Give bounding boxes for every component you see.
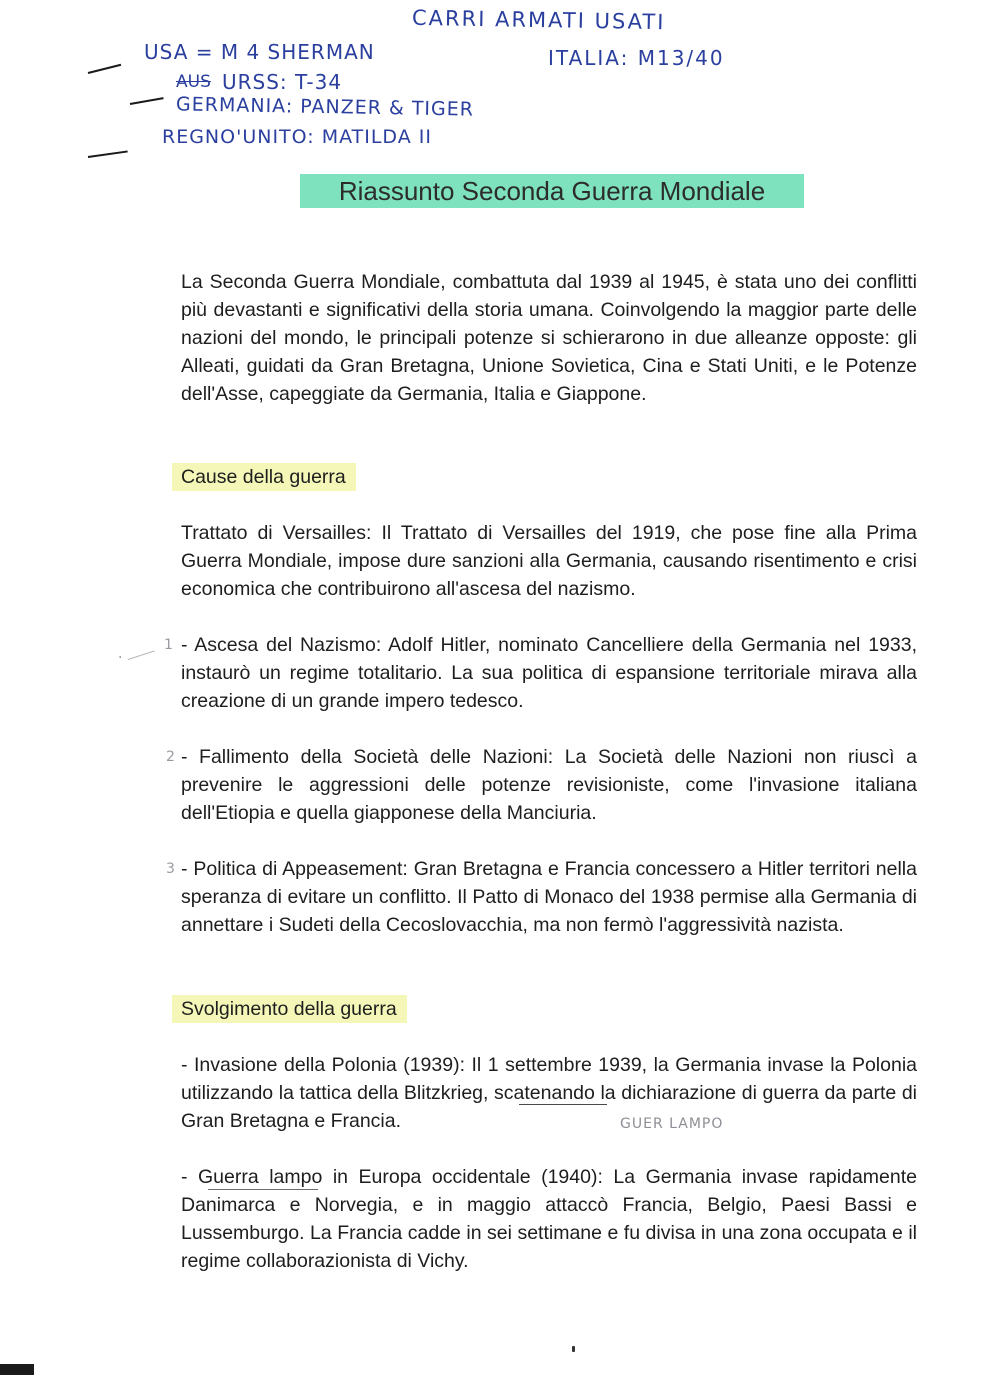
- intro-paragraph: La Seconda Guerra Mondiale, combattuta dal 1939 al 1945, è stata uno dei conflitti più devastanti e significativi della storia umana. Coinvolgendo la maggior parte delle nazioni del mondo, le principali potenze si schierarono in due alleanze opposte: gli Alleati, guidati da Gran Bretagna, Unione Sovietica, Cina e Stati Uniti, e le Potenze dell'Asse, capeggiate da Germania, Italia e Giappone.: [181, 271, 917, 405]
- section-heading-causes: Cause della guerra: [172, 463, 356, 491]
- course-paragraph-blitz-west: - Guerra lampo in Europa occidentale (1940): La Germania invase rapidamente Danimarca e Norvegia, e in maggio attaccò Francia, Belgio, Paesi Bassi e Lussemburgo. La Francia cadde in sei settimane e fu divisa in una zona occupata e il regime collaborazionista di Vichy.: [181, 1166, 917, 1272]
- handwritten-guer-lampo-note: GUER LAMPO: [620, 1116, 724, 1132]
- margin-dash-2: [130, 97, 164, 105]
- handwritten-italia-tank: ITALIA: M13/40: [548, 46, 725, 70]
- handwritten-usa-tank: USA = M 4 SHERMAN: [144, 40, 375, 64]
- margin-dash-3: [88, 150, 128, 158]
- cause-paragraph-nazism: - Ascesa del Nazismo: Adolf Hitler, nominato Cancelliere della Germania nel 1933, instaurò un regime totalitario. La sua politica di espansione territoriale mirava alla creazione di un grande impero tedesco.: [181, 634, 917, 712]
- blitzkrieg-underline: [519, 1104, 607, 1105]
- cause-paragraph-versailles: Trattato di Versailles: Il Trattato di Versailles del 1919, che pose fine alla Prima Guerra Mondiale, impose dure sanzioni alla Germania, causando risentimento e crisi economica che contribuirono all'ascesa del nazismo.: [181, 522, 917, 600]
- scan-corner-shadow: [0, 1364, 34, 1375]
- handwritten-strikethrough-word: AUS: [176, 72, 211, 92]
- cause-paragraph-appeasement: - Politica di Appeasement: Gran Bretagna e Francia concessero a Hitler territori nella speranza di evitare un conflitto. Il Patto di Monaco del 1938 permise alla Germania di annettare i Sudeti della Cecoslovacchia, ma non fermò l'aggressività nazista.: [181, 858, 917, 936]
- scan-speck: [572, 1346, 575, 1352]
- margin-number-1: 1: [164, 637, 173, 653]
- handwritten-regno-unito-tank: REGNO'UNITO: MATILDA II: [162, 126, 432, 148]
- course-paragraph-poland: - Invasione della Polonia (1939): Il 1 settembre 1939, la Germania invase la Polonia utilizzando la tattica della Blitzkrieg, scatenando la dichiarazione di guerra da parte di Gran Bretagna e Francia.: [181, 1054, 917, 1132]
- handwritten-germania-tank: GERMANIA: PANZER & TIGER: [175, 93, 475, 121]
- cause-paragraph-league-failure: - Fallimento della Società delle Nazioni: La Società delle Nazioni non riuscì a prevenire le aggressioni delle potenze revisioniste, come l'invasione italiana dell'Etiopia e quella giapponese della Manciuria.: [181, 746, 917, 824]
- margin-number-3: 3: [166, 861, 175, 877]
- handwritten-tanks-heading: CARRI ARMATI USATI: [411, 5, 666, 35]
- margin-number-2: 2: [166, 749, 175, 765]
- margin-dash-1: [88, 64, 121, 74]
- handwritten-urss-tank: URSS: T-34: [222, 70, 343, 94]
- page-title: Riassunto Seconda Guerra Mondiale: [300, 174, 804, 208]
- margin-pencil-stroke: [128, 650, 155, 660]
- guerra-lampo-underline: [208, 1189, 318, 1190]
- margin-check-mark: .: [118, 646, 123, 662]
- section-heading-course: Svolgimento della guerra: [172, 995, 407, 1023]
